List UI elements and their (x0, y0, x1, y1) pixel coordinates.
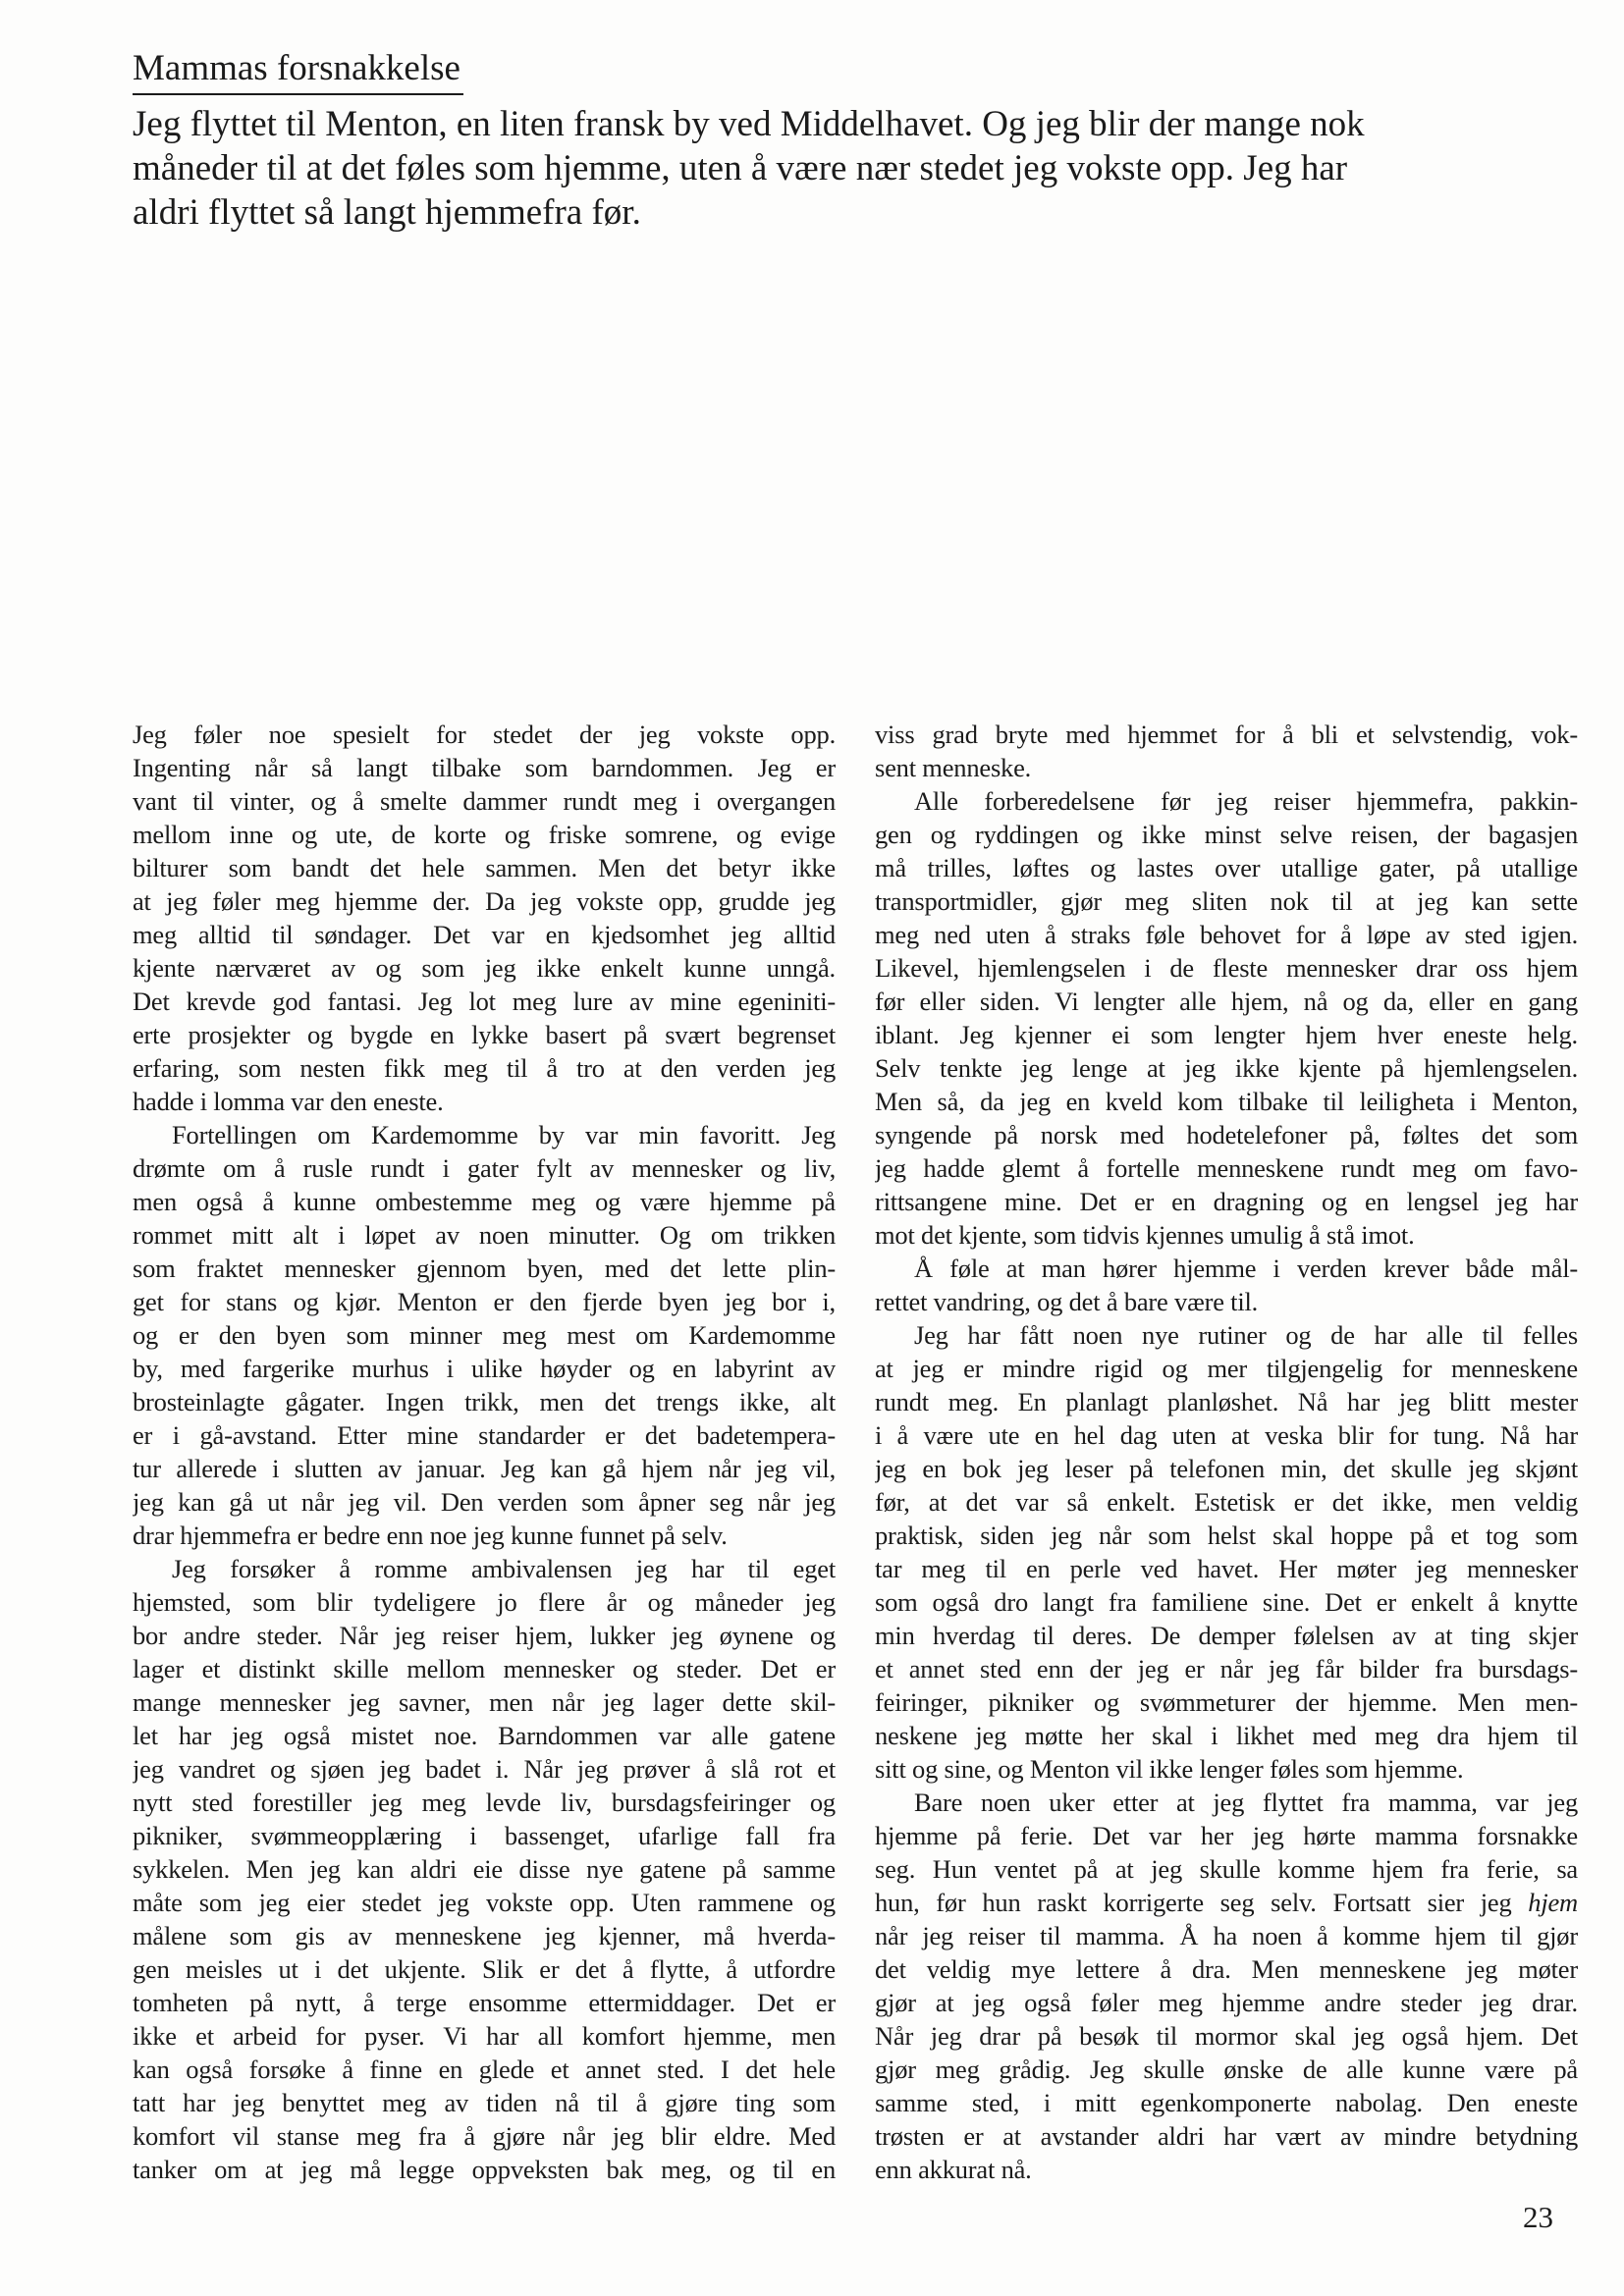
body-text-line: rettet vandring, og det å bare være til. (875, 1287, 1259, 1316)
body-text-line: måte som jeg eier stedet jeg vokste opp. Uten rammene og (133, 1888, 836, 1917)
body-text-line: neskene jeg møtte her skal i likhet med meg dra hjem til (875, 1721, 1578, 1750)
body-text-line: at jeg føler meg hjemme der. Da jeg vokste opp, grudde jeg (133, 886, 836, 916)
body-text-line: sent menneske. (875, 753, 1032, 782)
body-text-line: tatt har jeg benyttet meg av tiden nå til å gjøre ting som (133, 2088, 836, 2117)
body-text-line: mot det kjente, som tidvis kjennes umulig å stå imot. (875, 1220, 1415, 1250)
body-text-line: Fortellingen om Kardemomme by var min favoritt. Jeg (172, 1120, 836, 1149)
body-text-line: gjør meg grådig. Jeg skulle ønske de alle kunne være på (875, 2055, 1578, 2084)
body-text-line: tar meg til en perle ved havet. Her møter jeg mennesker (875, 1554, 1578, 1583)
body-text-line: målene som gis av menneskene jeg kjenner, må hverda- (133, 1921, 836, 1950)
body-text-line: samme sted, i mitt egenkomponerte nabolag. Den eneste (875, 2088, 1578, 2117)
body-text-line: før, at det var så enkelt. Estetisk er det ikke, men veldig (875, 1487, 1578, 1517)
body-text-line: tur allerede i slutten av januar. Jeg kan gå hjem når jeg vil, (133, 1454, 836, 1483)
body-text-line: meg alltid til søndager. Det var en kjedsomhet jeg alltid (133, 920, 836, 949)
body-text-line: men også å kunne ombestemme meg og være hjemme på (133, 1187, 836, 1216)
body-text-line: er i gå-avstand. Etter mine standarder er det badetempera- (133, 1420, 836, 1450)
body-text-line: Ingenting når så langt tilbake som barndommen. Jeg er (133, 753, 836, 782)
body-text-line: transportmidler, gjør meg sliten nok til at jeg kan sette (875, 886, 1578, 916)
article-header (133, 47, 1576, 235)
article-intro (133, 102, 1576, 235)
body-text-line: lager et distinkt skille mellom mennesker og steder. Det er (133, 1654, 836, 1683)
body-text-line: Jeg forsøker å romme ambivalensen jeg har til eget (172, 1554, 836, 1583)
body-text-line: Alle forberedelsene før jeg reiser hjemmefra, pakkin- (914, 786, 1578, 816)
body-text-line: Når jeg drar på besøk til mormor skal jeg også hjem. Det (875, 2021, 1578, 2051)
body-text-line: Men så, da jeg en kveld kom tilbake til leiligheta i Menton, (875, 1087, 1578, 1116)
body-column-left (133, 718, 836, 2186)
body-text-line: gjør at jeg også føler meg hjemme andre steder jeg drar. (875, 1988, 1578, 2017)
body-text-line: by, med fargerike murhus i ulike høyder og en labyrint av (133, 1354, 836, 1383)
body-text-line: hadde i lomma var den eneste. (133, 1087, 444, 1116)
body-text-line: bilturer som bandt det hele sammen. Men det betyr ikke (133, 853, 836, 882)
body-text-line: det veldig mye lettere å dra. Men menneskene jeg møter (875, 1954, 1578, 1984)
body-text-line: jeg vandret og sjøen jeg badet i. Når jeg prøver å slå rot et (133, 1754, 836, 1784)
body-text-line: erte prosjekter og bygde en lykke basert på svært begrenset (133, 1020, 836, 1049)
body-text-line: iblant. Jeg kjenner ei som lengter hjem hver eneste helg. (875, 1020, 1578, 1049)
body-text-line: mange mennesker jeg savner, men når jeg lager dette skil- (133, 1687, 836, 1717)
body-text-line: som fraktet mennesker gjennom byen, med det lette plin- (133, 1254, 836, 1283)
body-text-line: og er den byen som minner meg mest om Kardemomme (133, 1320, 836, 1350)
body-text-line: pikniker, svømmeopplæring i bassenget, ufarlige fall fra (133, 1821, 836, 1850)
body-text-line: bor andre steder. Når jeg reiser hjem, lukker jeg øynene og (133, 1621, 836, 1650)
body-text-line: som også dro langt fra familiene sine. Det er enkelt å knytte (875, 1587, 1578, 1617)
page-number: 23 (1523, 2200, 1553, 2234)
body-text-line: komfort vil stanse meg fra å gjøre når jeg blir eldre. Med (133, 2121, 836, 2151)
body-text-line: get for stans og kjør. Menton er den fjerde byen jeg bor i, (133, 1287, 836, 1316)
body-text-line: enn akkurat nå. (875, 2155, 1032, 2184)
body-text-line: feiringer, pikniker og svømmeturer der hjemme. Men men- (875, 1687, 1578, 1717)
body-text-line: i å være ute en hel dag uten at veska blir for tung. Nå har (875, 1420, 1578, 1450)
body-text-line: sykkelen. Men jeg kan aldri eie disse nye gatene på samme (133, 1854, 836, 1884)
body-text-line: vant til vinter, og å smelte dammer rundt meg i overgangen (133, 786, 836, 816)
intro-line: måneder til at det føles som hjemme, uten å være nær stedet jeg vokste opp. Jeg har (133, 148, 1348, 188)
body-text-line: Det krevde god fantasi. Jeg lot meg lure av mine egeniniti- (133, 987, 836, 1016)
body-text-line: drømte om å rusle rundt i gater fylt av mennesker og liv, (133, 1153, 836, 1183)
body-text-line: før eller siden. Vi lengter alle hjem, nå og da, eller en gang (875, 987, 1578, 1016)
body-text-line: hjemme på ferie. Det var her jeg hørte mamma forsnakke (875, 1821, 1578, 1850)
body-text-line: hun, før hun raskt korrigerte seg selv. Fortsatt sier jeg hjem (875, 1888, 1578, 1917)
page-title (133, 47, 1576, 95)
intro-line: aldri flyttet så langt hjemmefra før. (133, 192, 641, 233)
body-text-line: må trilles, løftes og lastes over utallige gater, på utallige (875, 853, 1578, 882)
body-text-line: drar hjemmefra er bedre enn noe jeg kunne funnet på selv. (133, 1521, 728, 1550)
body-text-line: tanker om at jeg må legge oppveksten bak meg, og til en (133, 2155, 836, 2184)
body-text-line: Jeg føler noe spesielt for stedet der jeg vokste opp. (133, 720, 836, 749)
body-text-line: gen og ryddingen og ikke minst selve reisen, der bagasjen (875, 820, 1578, 849)
page-title-text: Mammas forsnakkelse (133, 47, 463, 95)
body-text-line: rittsangene mine. Det er en dragning og en lengsel jeg har (875, 1187, 1578, 1216)
body-text-line: jeg en bok jeg leser på telefonen min, det skulle jeg skjønt (875, 1454, 1578, 1483)
body-text-line: Selv tenkte jeg lenge at jeg ikke kjente på hjemlengselen. (875, 1053, 1578, 1083)
body-text-line: trøsten er at avstander aldri har vært av mindre betydning (875, 2121, 1578, 2151)
body-text-line: kjente nærværet av og som jeg ikke enkelt kunne unngå. (133, 953, 836, 983)
intro-line: Jeg flyttet til Menton, en liten fransk by ved Middelhavet. Og jeg blir der mange nok (133, 104, 1365, 144)
body-column-right (875, 718, 1578, 2186)
body-text-line: Likevel, hjemlengselen i de fleste mennesker drar oss hjem (875, 953, 1578, 983)
body-text-line: at jeg er mindre rigid og mer tilgjengelig for menneskene (875, 1354, 1578, 1383)
body-text-line: syngende på norsk med hodetelefoner på, føltes det som (875, 1120, 1578, 1149)
body-text-line: når jeg reiser til mamma. Å ha noen å komme hjem til gjør (875, 1921, 1578, 1950)
body-text-line: Jeg har fått noen nye rutiner og de har alle til felles (914, 1320, 1578, 1350)
body-text-line: Å føle at man hører hjemme i verden krever både mål- (914, 1254, 1578, 1283)
body-text-line: min hverdag til deres. De demper følelsen av at ting skjer (875, 1621, 1578, 1650)
body-text-line: let har jeg også mistet noe. Barndommen var alle gatene (133, 1721, 836, 1750)
body-text-line: Bare noen uker etter at jeg flyttet fra mamma, var jeg (914, 1788, 1578, 1817)
body-text-line: meg ned uten å straks føle behovet for å løpe av sted igjen. (875, 920, 1578, 949)
body-text-line: mellom inne og ute, de korte og friske somrene, og evige (133, 820, 836, 849)
body-text-line: jeg hadde glemt å fortelle menneskene rundt meg om favo- (875, 1153, 1578, 1183)
body-text-line: jeg kan gå ut når jeg vil. Den verden som åpner seg når jeg (133, 1487, 836, 1517)
body-text-line: nytt sted forestiller jeg meg levde liv, bursdagsfeiringer og (133, 1788, 836, 1817)
body-text-line: rommet mitt alt i løpet av noen minutter. Og om trikken (133, 1220, 836, 1250)
body-text-line: viss grad bryte med hjemmet for å bli et selvstendig, vok- (875, 720, 1578, 749)
body-columns (133, 718, 1578, 2186)
body-text-line: praktisk, siden jeg når som helst skal hoppe på et tog som (875, 1521, 1578, 1550)
body-text-line: tomheten på nytt, å terge ensomme ettermiddager. Det er (133, 1988, 836, 2017)
body-text-line: rundt meg. En planlagt planløshet. Nå har jeg blitt mester (875, 1387, 1578, 1416)
body-text-line: brosteinlagte gågater. Ingen trikk, men det trengs ikke, alt (133, 1387, 836, 1416)
body-text-line: erfaring, som nesten fikk meg til å tro at den verden jeg (133, 1053, 836, 1083)
body-text-line: hjemsted, som blir tydeligere jo flere år og måneder jeg (133, 1587, 836, 1617)
body-text-line: kan også forsøke å finne en glede et annet sted. I det hele (133, 2055, 836, 2084)
body-text-line: seg. Hun ventet på at jeg skulle komme hjem fra ferie, sa (875, 1854, 1578, 1884)
body-text-line: sitt og sine, og Menton vil ikke lenger føles som hjemme. (875, 1754, 1464, 1784)
body-text-line: ikke et arbeid for pyser. Vi har all komfort hjemme, men (133, 2021, 836, 2051)
body-text-line: et annet sted enn der jeg er når jeg får bilder fra bursdags- (875, 1654, 1578, 1683)
body-text-line: gen meisles ut i det ukjente. Slik er det å flytte, å utfordre (133, 1954, 836, 1984)
